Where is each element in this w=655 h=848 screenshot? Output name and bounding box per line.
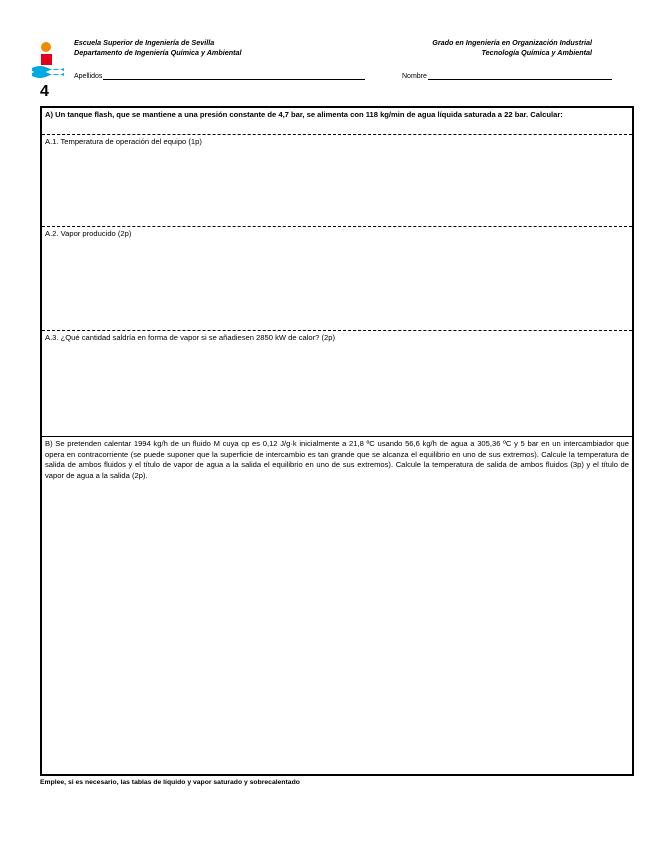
answer-sheet (40, 106, 634, 776)
apellidos-line[interactable] (103, 72, 365, 80)
nombre-line[interactable] (428, 72, 612, 80)
section-a1-answer-area[interactable] (42, 134, 632, 226)
section-a2-question: A.2. Vapor producido (2p) (45, 229, 132, 238)
nombre-label: Nombre (402, 73, 427, 80)
section-a3-question: A.3. ¿Qué cantidad saldría en forma de vapor si se añadiesen 2850 kW de calor? (2p) (45, 333, 335, 342)
section-a3-answer-area[interactable] (42, 330, 632, 436)
section-b-question: B) Se pretenden calentar 1994 kg/h de un fluido M cuya cp es 0,12 J/g·k inicialmente a 21,8 ºC usando 56,6 kg/h de agua a 305,36 ºC y 5 bar en un intercambiador que opera en contracorriente (se puede suponer que la superficie de intercambio es tan grande que se alcanza el equilibrio en uno de sus extremos). Calcule la temperatura de salida de ambos fluidos y el título de vapor de agua a la salida el equilibrio en uno de sus extremos). Calcule la temperatura de salida de ambos fluidos (3p) y el título de vapor de agua a la salida (2p). (45, 439, 629, 480)
footer-note: Emplee, si es necesario, las tablas de líquido y vapor saturado y sobrecalentado (40, 779, 300, 786)
degree-name: Grado en Ingeniería en Organización Industrial (432, 38, 592, 47)
department-name: Departamento de Ingeniería Química y Ambiental (74, 48, 242, 57)
section-a1-question: A.1. Temperatura de operación del equipo (1p) (45, 137, 202, 146)
section-a-text: A) Un tanque flash, que se mantiene a una presión constante de 4,7 bar, se alimenta con 118 kg/min de agua líquida saturada a 22 bar. Calcular: (45, 110, 563, 119)
institution-header (74, 38, 242, 58)
subject-name: Tecnología Química y Ambiental (481, 48, 592, 57)
school-name: Escuela Superior de Ingeniería de Sevilla (74, 38, 215, 47)
university-logo-icon (30, 40, 66, 80)
nombre-field[interactable] (402, 72, 612, 80)
section-a2-answer-area[interactable] (42, 226, 632, 330)
section-b-answer-area[interactable] (42, 436, 632, 774)
apellidos-field[interactable] (74, 72, 365, 80)
exam-number: 4 (40, 83, 49, 100)
apellidos-label: Apellidos (74, 73, 103, 80)
course-header (432, 38, 592, 58)
